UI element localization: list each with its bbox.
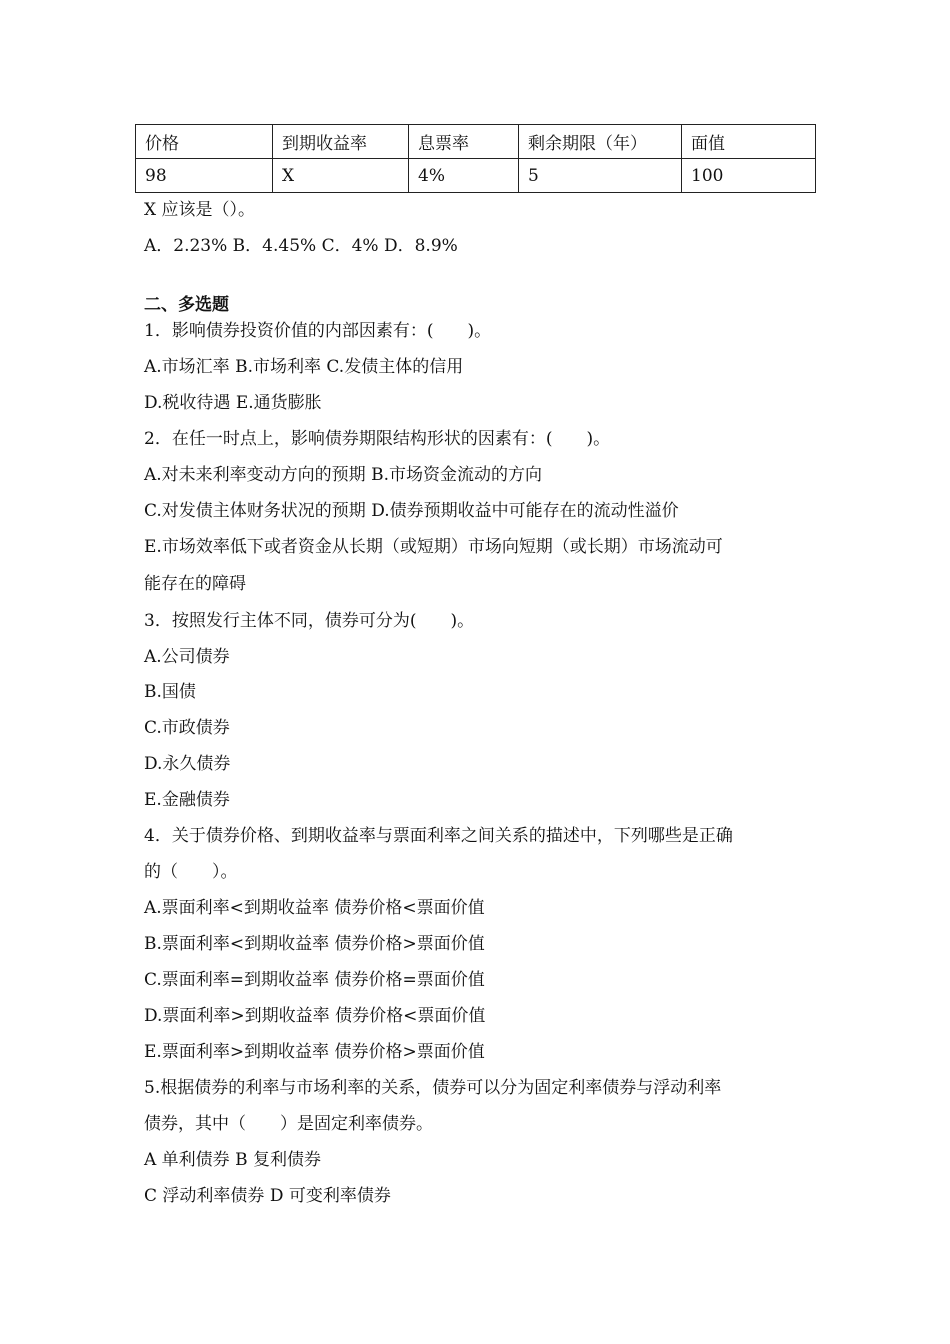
- question-options: A．2.23% B．4.45% C．4% D．8.9%: [144, 236, 458, 256]
- question-stem: 3．按照发行主体不同，债券可分为( )。: [144, 611, 475, 631]
- option-line: C 浮动利率债券 D 可变利率债券: [144, 1186, 391, 1206]
- option-line: D.永久债券: [144, 754, 231, 774]
- option-line: A.票面利率<到期收益率 债券价格<票面价值: [144, 898, 485, 918]
- question-stem: 4．关于债券价格、到期收益率与票面利率之间关系的描述中，下列哪些是正确: [144, 826, 733, 846]
- option-line: D.票面利率>到期收益率 债券价格<票面价值: [144, 1006, 486, 1026]
- table-header-cell: 剩余期限（年）: [519, 125, 682, 159]
- option-line: B.票面利率<到期收益率 债券价格>票面价值: [144, 934, 485, 954]
- option-line: A.对未来利率变动方向的预期 B.市场资金流动的方向: [144, 465, 542, 485]
- table-header-cell: 息票率: [409, 125, 519, 159]
- table-cell: 100: [682, 159, 816, 193]
- table-header-cell: 到期收益率: [273, 125, 409, 159]
- option-line: E.金融债券: [144, 790, 230, 810]
- option-line: B.国债: [144, 682, 196, 702]
- option-line: E.票面利率>到期收益率 债券价格>票面价值: [144, 1042, 485, 1062]
- question-stem: 债券，其中（ ）是固定利率债券。: [144, 1114, 433, 1134]
- table-row: [136, 159, 816, 193]
- table-cell: X: [273, 159, 409, 193]
- question-stem: 2．在任一时点上，影响债券期限结构形状的因素有：( )。: [144, 429, 611, 449]
- option-line: A.公司债券: [144, 647, 230, 667]
- question-stem: 1．影响债券投资价值的内部因素有：( )。: [144, 321, 492, 341]
- table-cell: 5: [519, 159, 682, 193]
- question-stem: 5.根据债券的利率与市场利率的关系，债券可以分为固定利率债券与浮动利率: [144, 1078, 722, 1098]
- question-stem: 的（ ）。: [144, 862, 238, 882]
- bond-table: [135, 124, 816, 193]
- table-header-cell: 价格: [136, 125, 273, 159]
- option-line: C.票面利率=到期收益率 债券价格=票面价值: [144, 970, 485, 990]
- table-header-cell: 面值: [682, 125, 816, 159]
- table-cell: 4%: [409, 159, 519, 193]
- option-line: C.对发债主体财务状况的预期 D.债券预期收益中可能存在的流动性溢价: [144, 501, 679, 521]
- question-stem: X 应该是（）。: [144, 200, 256, 220]
- option-line: C.市政债券: [144, 718, 230, 738]
- option-line: D.税收待遇 E.通货膨胀: [144, 393, 322, 413]
- option-line: A.市场汇率 B.市场利率 C.发债主体的信用: [144, 357, 464, 377]
- option-line: 能存在的障碍: [144, 574, 246, 594]
- table-cell: 98: [136, 159, 273, 193]
- option-line: A 单利债券 B 复利债券: [144, 1150, 321, 1170]
- table-header-row: [136, 125, 816, 159]
- option-line: E.市场效率低下或者资金从长期（或短期）市场向短期（或长期）市场流动可: [144, 537, 723, 557]
- section-title: 二、多选题: [144, 295, 229, 315]
